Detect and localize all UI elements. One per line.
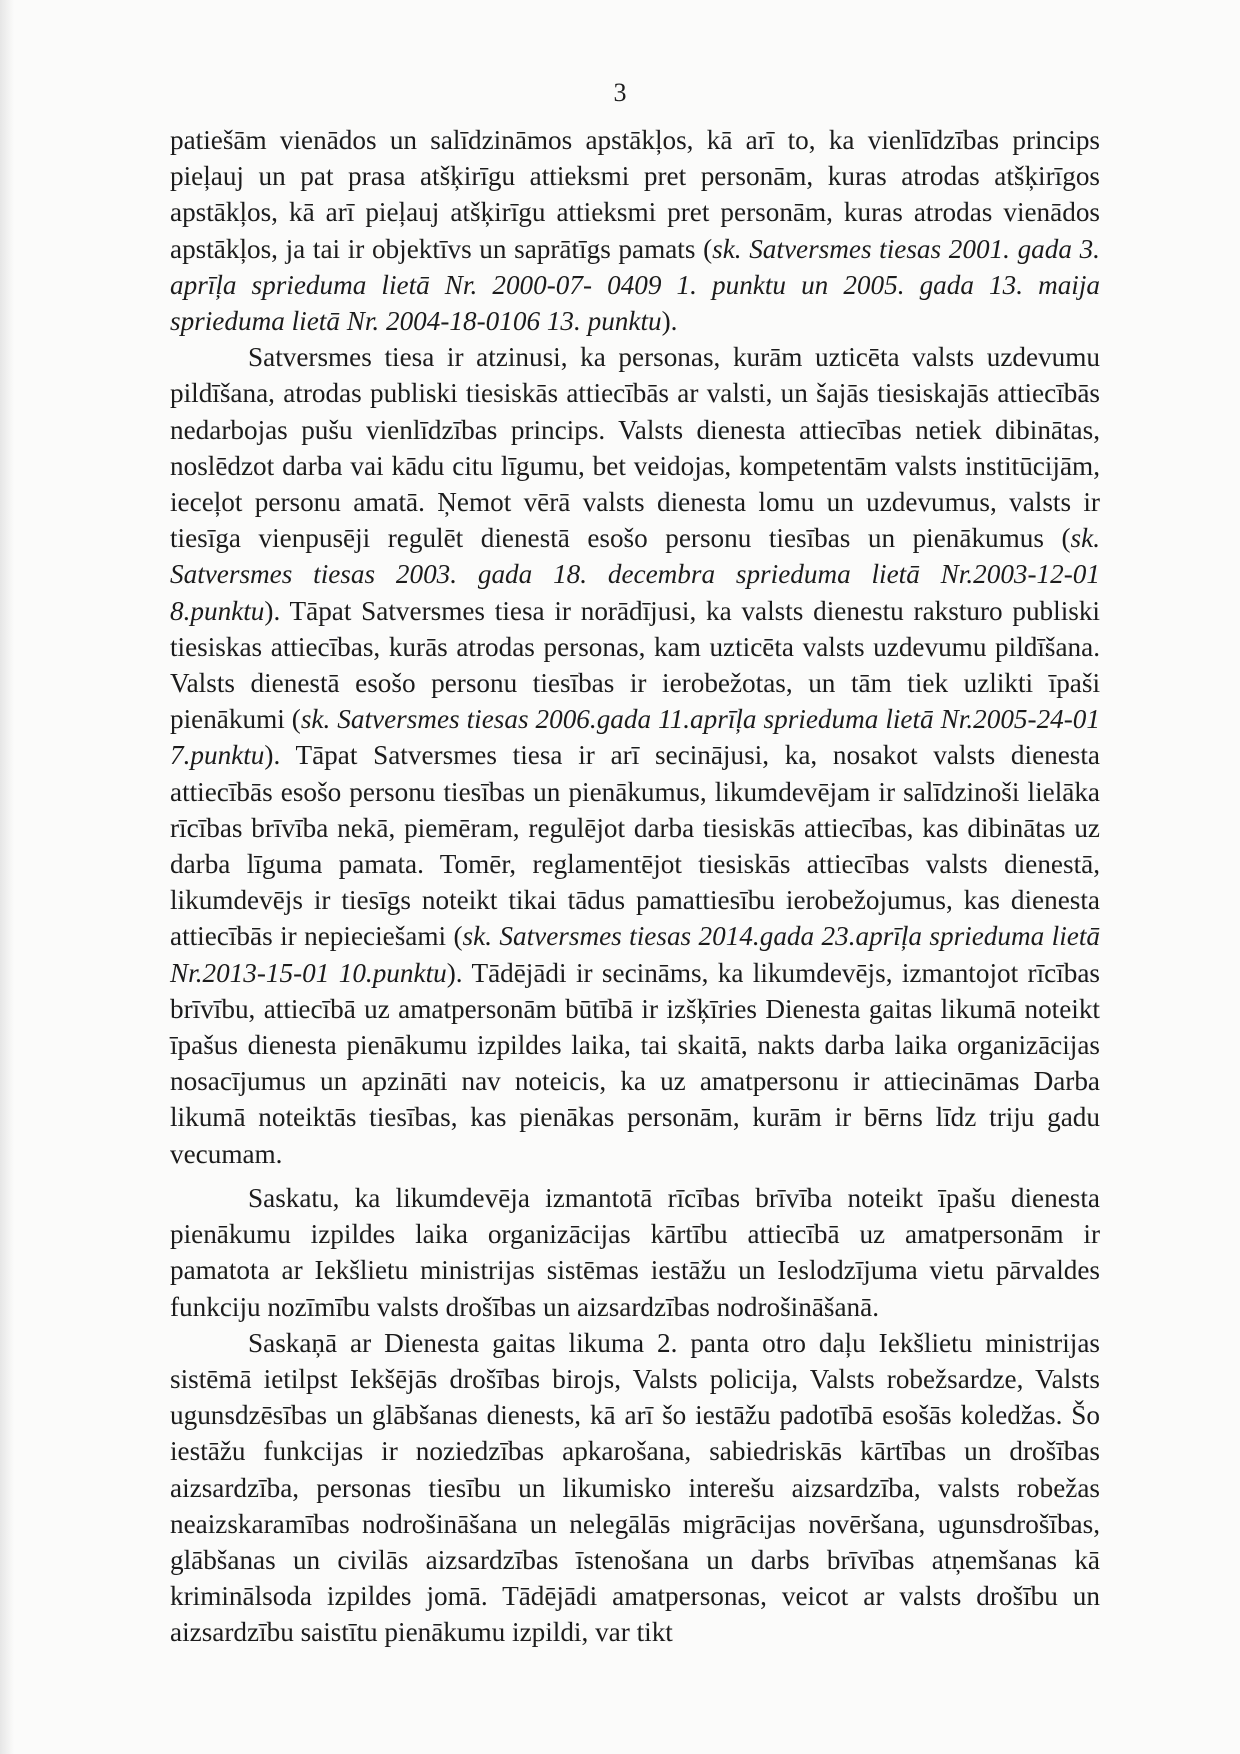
paragraph-2-text-3: ). Tāpat Satversmes tiesa ir arī secinājusi, ka, nosakot valsts dienesta attiecībās esošo personu tiesības un pienākumus, likumdevējam ir salīdzinoši lielāka rīcības brīvība nekā, piemēram, regulējot darba tiesiskās attiecības, kas dibinātas uz darba līguma pamata. Tomēr, reglamentējot tiesiskās attiecības valsts dienestā, likumdevējs ir tiesīgs noteikt tikai tādus pamattiesību ierobežojumus, kas dienesta attiecībās ir nepieciešami ( [170,740,1100,952]
paragraph-1-citation-1: sk. Satversmes tiesas 2001. gada 3. aprīļa sprieduma lietā Nr. 2000-07- 0409 1. punktu un 2005. gada 13. maija sprieduma lietā Nr. 2004-18-0106 13. punktu [170,233,1100,337]
paragraph-2-text-1: Satversmes tiesa ir atzinusi, ka personas, kurām uzticēta valsts uzdevumu pildīšana, atrodas publiski tiesiskās attiecībās ar valsti, un šajās tiesiskajās attiecībās nedarbojas pušu vienlīdzības princips. Valsts dienesta attiecības netiek dibinātas, noslēdzot darba vai kādu citu līgumu, bet veidojas, kompetentām valsts institūcijām, ieceļot personu amatā. Ņemot vērā valsts dienesta lomu un uzdevumus, valsts ir tiesīga vienpusēji regulēt dienestā esošo personu tiesības un pienākumus ( [170,342,1100,554]
paragraph-4 [170,1325,1100,1651]
paragraph-4-text-1: Saskaņā ar Dienesta gaitas likuma 2. panta otro daļu Iekšlietu ministrijas sistēmā ietilpst Iekšējās drošības birojs, Valsts policija, Valsts robežsardze, Valsts ugunsdzēsības un glābšanas dienests, kā arī šo iestāžu padotībā esošās koledžas. Šo iestāžu funkcijas ir noziedzības apkarošana, sabiedriskās kārtības un drošības aizsardzība, personas tiesību un likumisko interešu aizsardzība, valsts robežas neaizskaramības nodrošināšana un nelegālās migrācijas novēršana, ugunsdrošības, glābšanas un civilās aizsardzības īstenošana un darbs brīvības atņemšanas kā kriminālsoda izpildes jomā. Tādējādi amatpersonas, veicot ar valsts drošību un aizsardzību saistītu pienākumu izpildi, var tikt [170,1327,1100,1648]
document-body [170,122,1100,1651]
page-number: 3 [613,78,627,107]
paragraph-2-text-4: ). Tādējādi ir secināms, ka likumdevējs, izmantojot rīcības brīvību, attiecībā uz amatpersonām būtībā ir izšķīries Dienesta gaitas likumā noteikt īpašus dienesta pienākumu izpildes laika, tai skaitā, nakts darba laika organizācijas nosacījumus un apzināti nav noteicis, ka uz amatpersonu ir attiecināmas Darba likumā noteiktās tiesības, kas pienākas personām, kurām ir bērns līdz triju gadu vecumam. [170,957,1100,1169]
paragraph-2 [170,339,1100,1172]
paragraph-2-citation-2: sk. Satversmes tiesas 2006.gada 11.aprīļa sprieduma lietā Nr.2005-24-01 7.punktu [170,704,1100,771]
paragraph-2-citation-3: sk. Satversmes tiesas 2014.gada 23.aprīļa sprieduma lietā Nr.2013-15-01 10.punktu [170,921,1100,988]
paragraph-2-citation-1: sk. Satversmes tiesas 2003. gada 18. decembra sprieduma lietā Nr.2003-12-01 8.punktu [170,523,1100,626]
paragraph-1 [170,122,1100,339]
paragraph-2-text-2: ). Tāpat Satversmes tiesa ir norādījusi, ka valsts dienestu raksturo publiski tiesiskas attiecības, kurās atrodas personas, kam uzticēta valsts uzdevumu pildīšana. Valsts dienestā esošo personu tiesības ir ierobežotas, un tām tiek uzlikti īpaši pienākumi ( [170,595,1100,735]
paragraph-1-text-1: patiešām vienādos un salīdzināmos apstākļos, kā arī to, ka vienlīdzības princips pieļauj un pat prasa atšķirīgu attieksmi pret personām, kuras atrodas atšķirīgos apstākļos, kā arī pieļauj atšķirīgu attieksmi pret personām, kuras atrodas vienādos apstākļos, ja tai ir objektīvs un saprātīgs pamats ( [170,125,1100,264]
paragraph-1-text-2: ). [661,306,678,337]
paragraph-3-text-1: Saskatu, ka likumdevēja izmantotā rīcības brīvība noteikt īpašu dienesta pienākumu izpildes laika organizācijas kārtību attiecībā uz amatpersonām ir pamatota ar Iekšlietu ministrijas sistēmas iestāžu un Ieslodzījuma vietu pārvaldes funkciju nozīmību valsts drošības un aizsardzības nodrošināšanā. [170,1182,1100,1322]
paragraph-3 [170,1180,1100,1325]
scan-edge [0,0,14,1754]
